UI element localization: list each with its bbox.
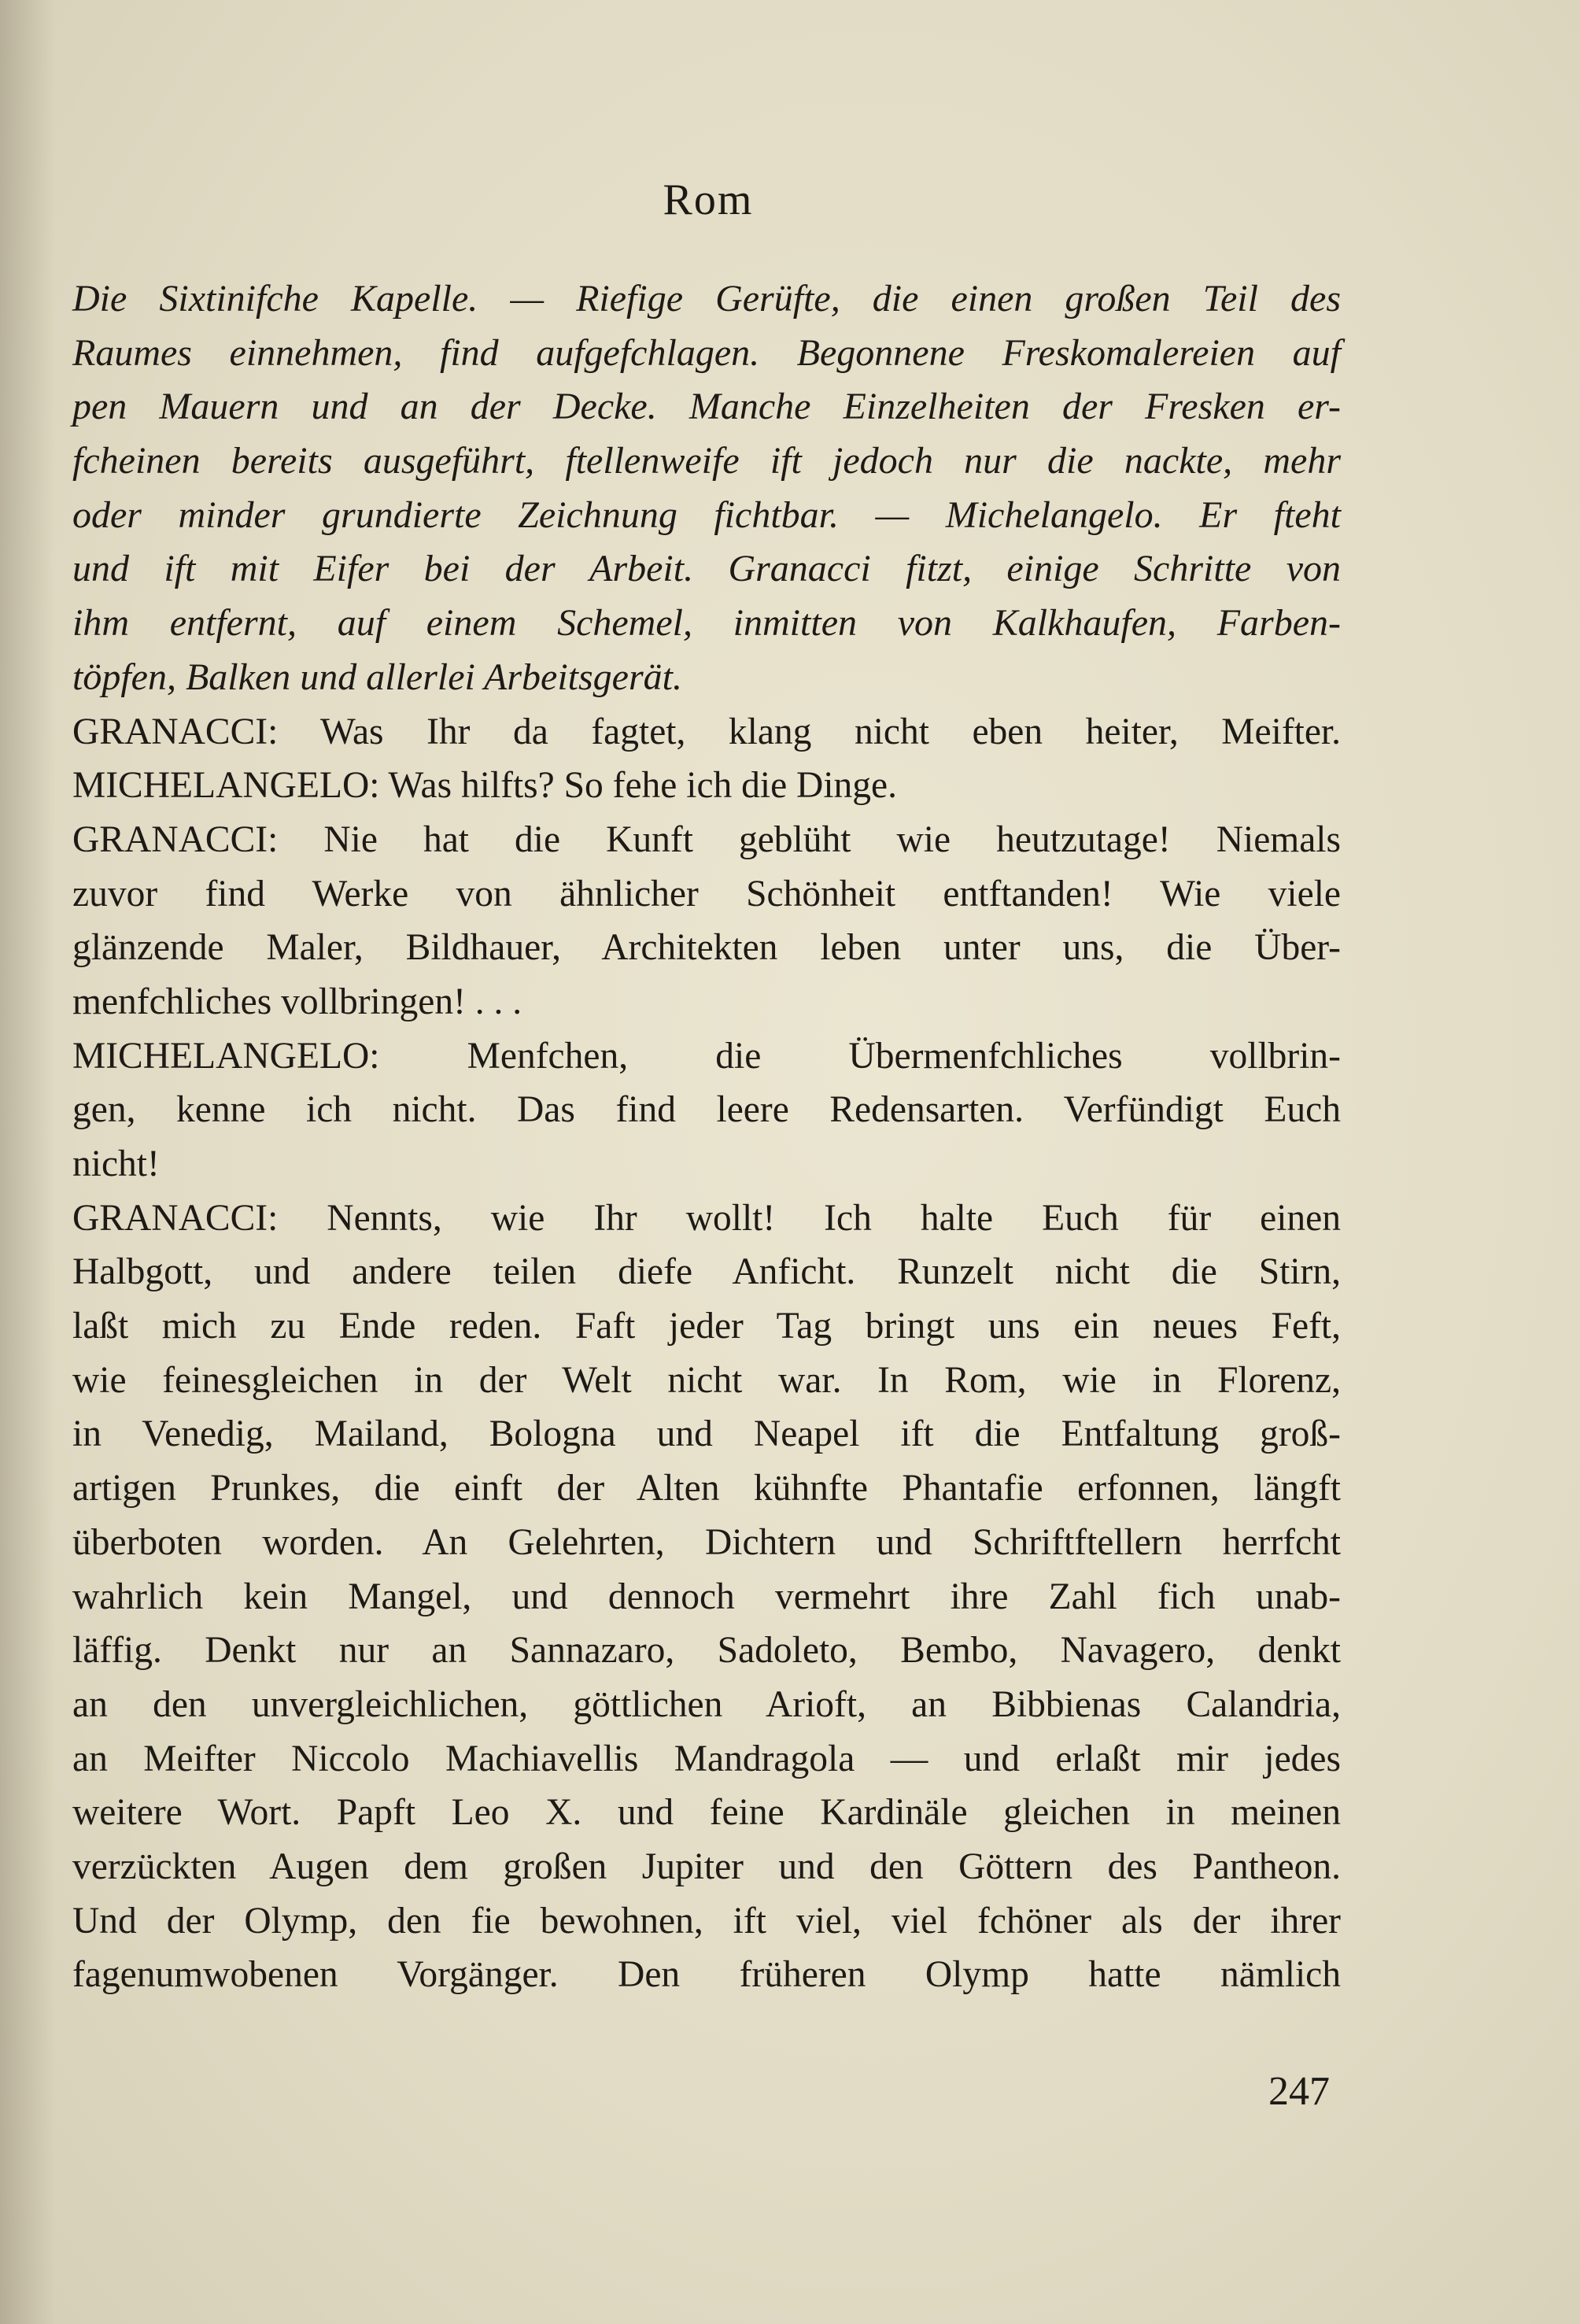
page-heading: Rom — [663, 176, 754, 224]
stage-direction-line: töpfen, Balken und allerlei Arbeitsgerät. — [72, 656, 682, 698]
dialogue-line: zuvor find Werke von ähnlicher Schönheit entftanden! Wie viele — [72, 873, 1341, 914]
dialogue-line: laßt mich zu Ende reden. Faft jeder Tag bringt uns ein neues Feft, — [72, 1306, 1341, 1347]
dialogue-line: weitere Wort. Papft Leo X. und feine Kardinäle gleichen in meinen — [72, 1792, 1341, 1834]
dialogue-line: menfchliches vollbringen! . . . — [72, 981, 522, 1022]
stage-direction-line: Die Sixtinifche Kapelle. — Riefige Gerüfte, die einen großen Teil des — [72, 278, 1341, 320]
stage-direction-line: und ift mit Eifer bei der Arbeit. Granacci fitzt, einige Schritte von — [72, 548, 1341, 590]
dialogue-line: wie feinesgleichen in der Welt nicht war. In Rom, wie in Florenz, — [72, 1359, 1341, 1401]
page-number: 247 — [1268, 2069, 1330, 2114]
dialogue-line: in Venedig, Mailand, Bologna und Neapel ift die Entfaltung groß- — [72, 1413, 1341, 1455]
dialogue-line: überboten worden. An Gelehrten, Dichtern und Schriftftellern herrfcht — [72, 1521, 1341, 1563]
dialogue-line: Und der Olymp, den fie bewohnen, ift viel, viel fchöner als der ihrer — [72, 1900, 1341, 1942]
dialogue-line: an Meifter Niccolo Machiavellis Mandragola — und erlaßt mir jedes — [72, 1738, 1341, 1779]
dialogue-line: wahrlich kein Mangel, und dennoch vermehrt ihre Zahl fich unab- — [72, 1576, 1341, 1617]
stage-direction-line: Raumes einnehmen, find aufgefchlagen. Begonnene Freskomalereien auf — [72, 331, 1341, 374]
dialogue-line: glänzende Maler, Bildhauer, Architekten leben unter uns, die Über- — [72, 927, 1341, 969]
dialogue-line: Halbgott, und andere teilen diefe Anficht. Runzelt nicht die Stirn, — [72, 1251, 1341, 1293]
dialogue-line: fagenumwobenen Vorgänger. Den früheren Olymp hatte nämlich — [72, 1954, 1341, 1996]
dialogue-line: GRANACCI: Was Ihr da fagtet, klang nicht eben heiter, Meifter. — [72, 711, 1341, 752]
stage-direction-line: ihm entfernt, auf einem Schemel, inmitten von Kalkhaufen, Farben- — [72, 602, 1341, 645]
dialogue-line: GRANACCI: Nennts, wie Ihr wollt! Ich halte Euch für einen — [72, 1197, 1341, 1239]
stage-direction-line: oder minder grundierte Zeichnung fichtbar. — Michelangelo. Er fteht — [72, 493, 1341, 536]
stage-direction-line: fcheinen bereits ausgeführt, ftellenweife ift jedoch nur die nackte, mehr — [72, 440, 1341, 482]
dialogue-line: an den unvergleichlichen, göttlichen Arioft, an Bibbienas Calandria, — [72, 1683, 1341, 1725]
dialogue-line: verzückten Augen dem großen Jupiter und den Göttern des Pantheon. — [72, 1846, 1341, 1887]
dialogue-line: artigen Prunkes, die einft der Alten kühnfte Phantafie erfonnen, längft — [72, 1468, 1341, 1509]
dialogue-line: MICHELANGELO: Was hilfts? So fehe ich die Dinge. — [72, 765, 898, 807]
dialogue-line: gen, kenne ich nicht. Das find leere Redensarten. Verfündigt Euch — [72, 1089, 1341, 1131]
dialogue-line: GRANACCI: Nie hat die Kunft geblüht wie heutzutage! Niemals — [72, 818, 1341, 860]
dialogue-line: nicht! — [72, 1144, 160, 1184]
dialogue-line: MICHELANGELO: Menfchen, die Übermenfchliches vollbrin- — [72, 1035, 1341, 1077]
body-text — [72, 272, 1341, 2002]
page-shadow — [0, 0, 55, 2324]
stage-direction-line: pen Mauern und an der Decke. Manche Einzelheiten der Fresken er- — [72, 386, 1341, 428]
dialogue-line: läffig. Denkt nur an Sannazaro, Sadoleto, Bembo, Navagero, denkt — [72, 1630, 1341, 1672]
